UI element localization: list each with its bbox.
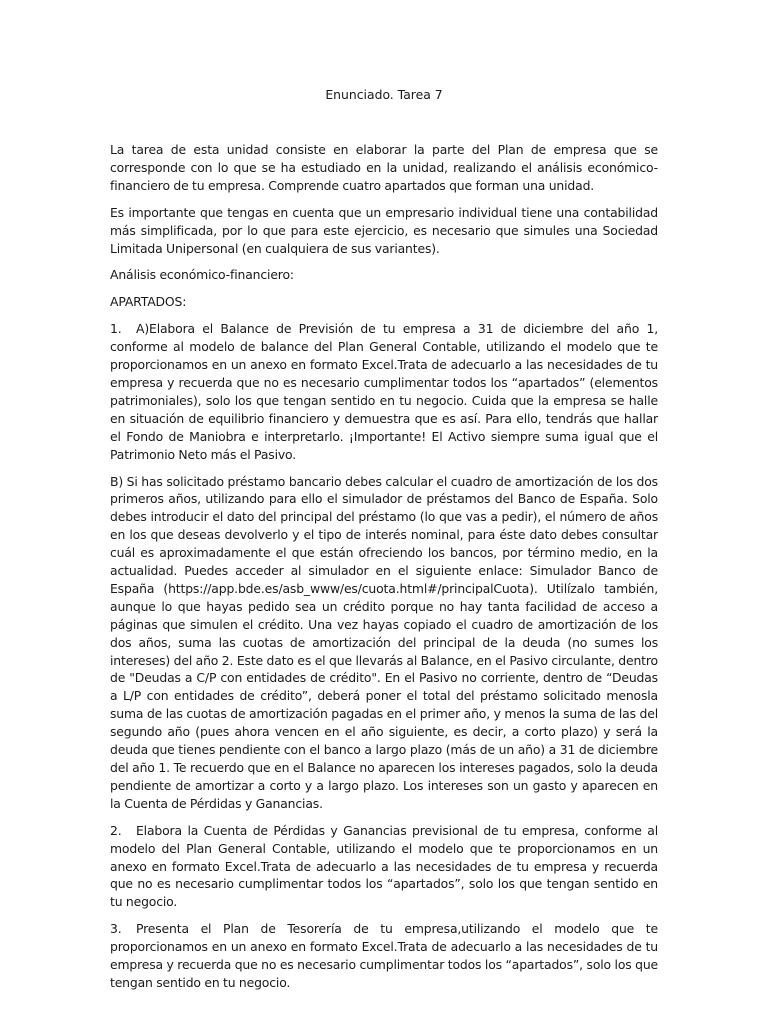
apartado-3 [110, 920, 658, 992]
apartado-3-number: 3. [110, 921, 122, 937]
apartado-1-number: 1. [110, 321, 122, 337]
apartado-2-number: 2. [110, 822, 122, 838]
document-title: Enunciado. Tarea 7 [325, 87, 443, 102]
apartado-1 [110, 320, 658, 463]
analisis-heading: Análisis económico-financiero: [110, 267, 294, 283]
intro-paragraph: La tarea de esta unidad consiste en elaborar la parte del Plan de empresa que se corresponde con lo que se ha estudiado en la unidad, realizando el análisis económico-financiero de tu empresa. Comprende cuatro apartados que forman una unidad. [110, 142, 658, 193]
apartado-1b-paragraph: B) Si has solicitado préstamo bancario debes calcular el cuadro de amortización de los dos primeros años, utilizando para ello el simulador de préstamos del Banco de España. Solo debes introducir el dato del principal del préstamo (lo que vas a pedir), el número de años en los que deseas devolverlo y el tipo de interés nominal, para éste dato debes consultar cuál es aproximadamente el que están ofreciendo los bancos, por término medio, en la actualidad. Puedes acceder al simulador en el siguiente enlace: Simulador Banco de España (https://app.bde.es/asb_www/es/cuota.html#/principalCuota). Utilízalo también, aunque lo que hayas pedido sea un crédito porque no hay tanta facilidad de acceso a páginas que simulen el crédito. Una vez hayas copiado el cuadro de amortización de los dos años, suma las cuotas de amortización del principal de la deuda (no sumes los intereses) del año 2. Este dato es el que llevarás al Balance, en el Pasivo circulante, dentro de "Deudas a C/P con entidades de crédito". En el Pasivo no corriente, dentro de “Deudas a L/P con entidades de crédito”, deberá poner el total del préstamo solicitado menosla suma de las cuotas de amortización pagadas en el primer año, y menos la suma de las del segundo año (pues ahora vencen en el año siguiente, es decir, a corto plazo) y será la deuda que tienes pendiente con el banco a largo plazo (más de un año) a 31 de diciembre del año 1. Te recuerdo que en el Balance no aparecen los intereses pagados, solo la deuda pendiente de amortizar a corto y a largo plazo. Los intereses son un gasto y aparecen en la Cuenta de Pérdidas y Ganancias. [110, 473, 658, 811]
importante-paragraph: Es importante que tengas en cuenta que un empresario individual tiene una contabilidad más simplificada, por lo que para este ejercicio, es necesario que simules una Sociedad Limitada Unipersonal (en cualquiera de sus variantes). [110, 204, 658, 256]
apartados-heading: APARTADOS: [110, 294, 187, 310]
document-page [110, 86, 658, 1001]
apartado-2-text: Elabora la Cuenta de Pérdidas y Ganancias previsional de tu empresa, conforme al modelo del Plan General Contable, utilizando el modelo que te proporcionamos en un anexo en formato Excel.Trata de adecuarlo a las necesidades de tu empresa y recuerda que no es necesario cumplimentar todos los “apartados”, solo los que tengan sentido en tu negocio. [110, 822, 658, 910]
apartado-3-text: Presenta el Plan de Tesorería de tu empresa,utilizando el modelo que te proporcionamos en un anexo en formato Excel.Trata de adecuarlo a las necesidades de tu empresa y recuerda que no es necesario cumplimentar todos los “apartados”, solo los que tengan sentido en tu negocio. [110, 921, 658, 990]
apartado-2 [110, 822, 658, 912]
apartado-1-text: A)Elabora el Balance de Previsión de tu empresa a 31 de diciembre del año 1, conforme al modelo de balance del Plan General Contable, utilizando el modelo que te proporcionamos en un anexo en formato Excel.Trata de adecuarlo a las necesidades de tu empresa y recuerda que no es necesario cumplimentar todos los “apartados” (elementos patrimoniales), solo los que tengan sentido en tu negocio. Cuida que la empresa se halle en situación de equilibrio financiero y demuestra que es así. Para ello, tendrás que hallar el Fondo de Maniobra e interpretarlo. ¡Importante! El Activo siempre suma igual que el Patrimonio Neto más el Pasivo. [110, 321, 658, 462]
